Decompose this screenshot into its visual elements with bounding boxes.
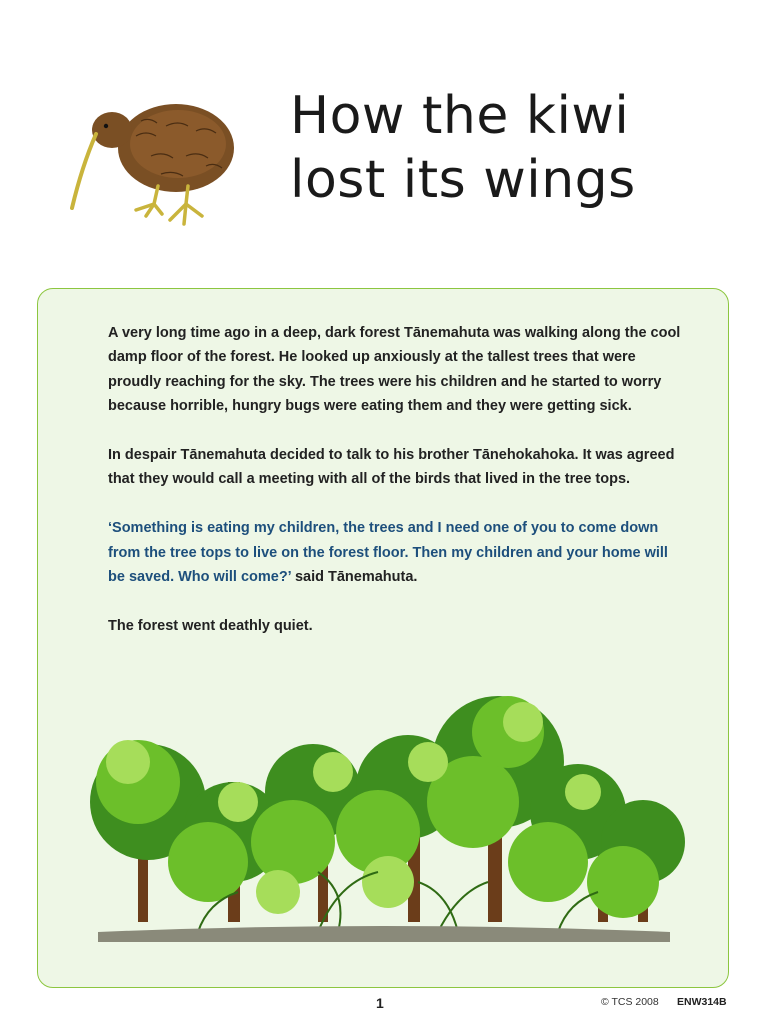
story-text bbox=[108, 321, 683, 663]
title-line-2: lost its wings bbox=[290, 150, 636, 210]
title-line-1: How the kiwi bbox=[290, 86, 630, 146]
page-number: 1 bbox=[376, 995, 384, 1011]
speech-quote: ‘Something is eating my children, the trees and I need one of you to come down from the tree tops to live on the forest floor. Then my children and your home will be saved. Who will come?’ bbox=[108, 520, 668, 586]
story-paragraph-1: A very long time ago in a deep, dark forest Tānemahuta was walking along the cool damp floor of the forest. He looked up anxiously at the tallest trees that were proudly reaching for the sky. The trees were his children and he started to worry because horrible, hungry bugs were eating them and they were getting sick. bbox=[108, 325, 681, 415]
forest-illustration bbox=[78, 692, 690, 954]
story-paragraph-3 bbox=[108, 516, 683, 589]
page-title bbox=[290, 84, 730, 212]
copyright-text: © TCS 2008 bbox=[601, 996, 659, 1008]
speech-attribution: said Tānemahuta. bbox=[290, 569, 418, 586]
document-code: ENW314B bbox=[677, 996, 727, 1008]
story-paragraph-2: In despair Tānemahuta decided to talk to his brother Tānehokahoka. It was agreed that they would call a meeting with all of the birds that lived in the tree tops. bbox=[108, 447, 675, 488]
story-paragraph-4: The forest went deathly quiet. bbox=[108, 617, 313, 634]
kiwi-illustration bbox=[66, 86, 242, 234]
